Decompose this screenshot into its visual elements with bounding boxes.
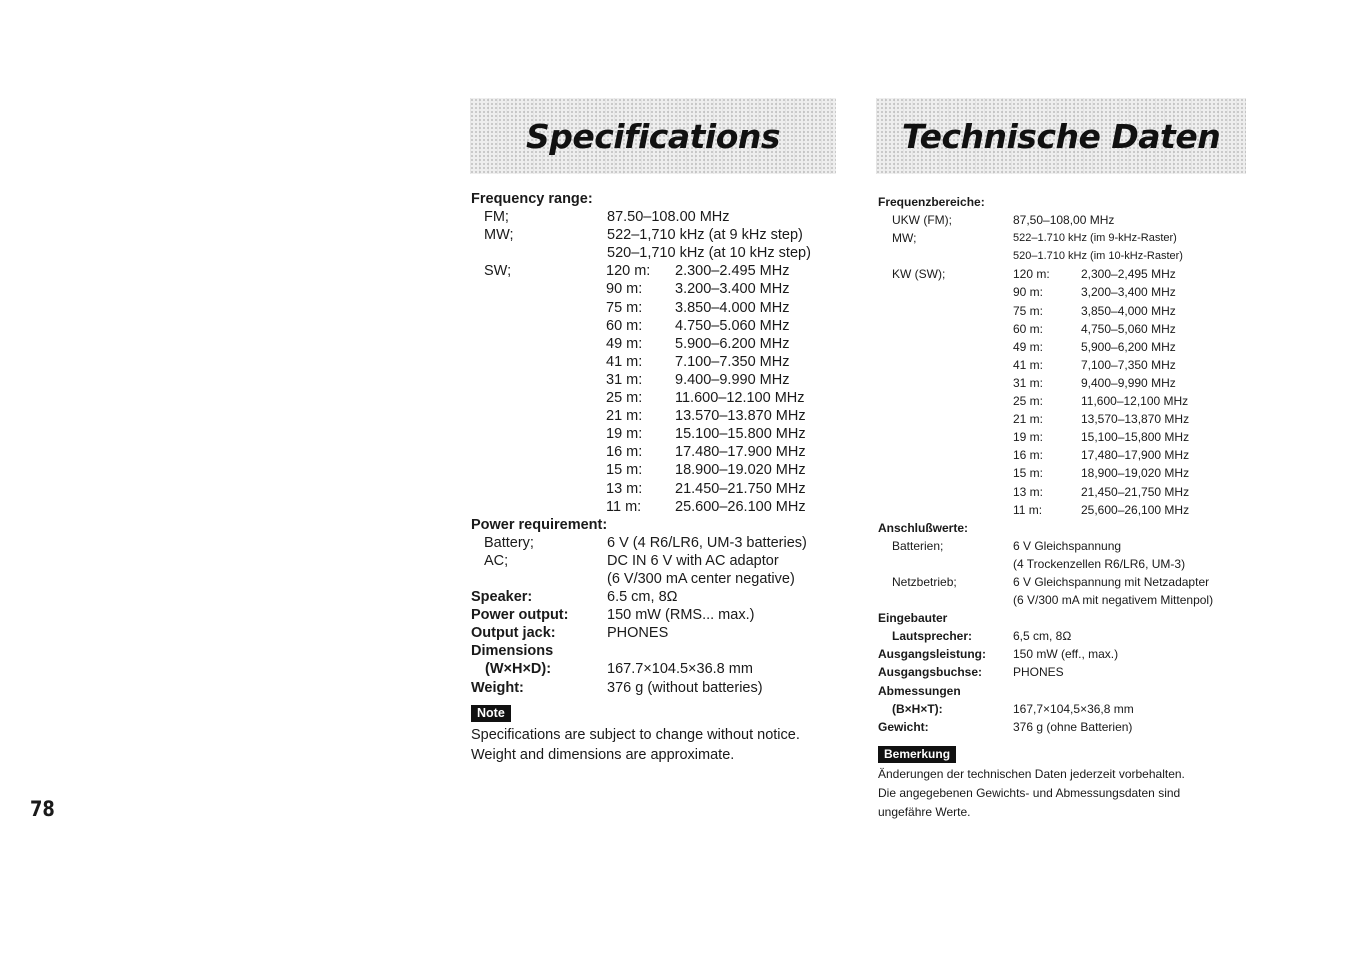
sw-band-frequency: 2.300–2.495 MHz	[675, 263, 790, 280]
abmessungen-value: 167,7×104,5×36,8 mm	[1013, 701, 1134, 716]
netzbetrieb-label: Netzbetrieb;	[892, 574, 957, 589]
batterien-value: 6 V Gleichspannung	[1013, 538, 1122, 553]
sw-band-frequency: 21,450–21,750 MHz	[1081, 484, 1190, 499]
technische-daten-title: Technische Daten	[901, 117, 1221, 156]
sw-band-meter: 41 m:	[1013, 357, 1044, 372]
batterien-row-2	[878, 555, 1258, 573]
ausgangsbuchse-row	[878, 663, 1258, 681]
sw-band-row	[878, 265, 1258, 283]
sw-band-frequency: 3.850–4.000 MHz	[675, 299, 790, 316]
sw-band-frequency: 18,900–19,020 MHz	[1081, 466, 1190, 481]
abmessungen-sub-label: (B×H×T):	[892, 701, 943, 716]
lautsprecher-value: 6,5 cm, 8Ω	[1013, 629, 1072, 644]
lautsprecher-row	[878, 627, 1258, 645]
dimensions-label: Dimensions	[471, 643, 554, 660]
sw-band-meter: 13 m:	[606, 480, 643, 497]
weight-value: 376 g (without batteries)	[607, 679, 763, 696]
sw-band-frequency: 5.900–6.200 MHz	[675, 335, 790, 352]
sw-band-row	[471, 480, 851, 498]
sw-band-row	[471, 371, 851, 389]
sw-band-meter: 15 m:	[606, 462, 643, 479]
sw-band-row	[471, 443, 851, 461]
gewicht-value: 376 g (ohne Batterien)	[1013, 719, 1133, 734]
sw-band-row	[471, 299, 851, 317]
note-badge: Note	[471, 705, 511, 722]
note-line: Specifications are subject to change without notice.	[471, 726, 800, 743]
ukw-row	[878, 211, 1258, 229]
ac-value: DC IN 6 V with AC adaptor	[607, 552, 779, 569]
sw-band-meter: 25 m:	[1013, 394, 1044, 409]
mw-label: MW;	[484, 227, 514, 244]
sw-band-frequency: 25.600–26.100 MHz	[675, 498, 806, 515]
speaker-row	[471, 588, 851, 606]
frequenzbereiche-heading: Frequenzbereiche:	[878, 195, 985, 209]
sw-band-meter: 11 m:	[606, 498, 642, 515]
ausgangsleistung-row	[878, 645, 1258, 663]
frequency-range-heading: Frequency range:	[471, 191, 593, 207]
sw-band-frequency: 7.100–7.350 MHz	[675, 353, 790, 370]
power-output-label: Power output:	[471, 607, 569, 624]
mw-row-de-2	[878, 247, 1258, 265]
netzbetrieb-row-2	[878, 591, 1258, 609]
lautsprecher-label: Lautsprecher:	[892, 629, 973, 644]
note-line: Änderungen der technischen Daten jederzeit vorbehalten.	[878, 766, 1185, 781]
speaker-label: Speaker:	[471, 589, 533, 606]
mw-label-de: MW;	[892, 231, 917, 246]
mw-row-2	[471, 244, 851, 262]
sw-band-meter: 120 m:	[1013, 267, 1050, 282]
sw-band-row	[471, 280, 851, 298]
ac-value-detail: (6 V/300 mA center negative)	[607, 570, 795, 587]
mw-row	[471, 226, 851, 244]
sw-band-frequency: 3,200–3,400 MHz	[1081, 285, 1176, 300]
output-jack-row	[471, 624, 851, 642]
sw-band-row	[471, 407, 851, 425]
sw-band-row	[471, 335, 851, 353]
ukw-value: 87,50–108,00 MHz	[1013, 213, 1115, 228]
eingebauter-label: Eingebauter	[878, 611, 948, 626]
sw-band-row	[471, 461, 851, 479]
weight-label: Weight:	[471, 679, 524, 696]
mw-value-9khz: 522–1,710 kHz (at 9 kHz step)	[607, 227, 803, 244]
sw-band-frequency: 3.200–3.400 MHz	[675, 281, 790, 298]
sw-band-frequency: 17,480–17,900 MHz	[1081, 448, 1190, 463]
sw-band-row	[878, 302, 1258, 320]
specifications-banner	[470, 98, 836, 174]
sw-band-row	[471, 389, 851, 407]
batterien-label: Batterien;	[892, 538, 944, 553]
sw-band-meter: 19 m:	[606, 426, 643, 443]
sw-band-row	[878, 464, 1258, 482]
technische-daten-german	[878, 193, 1258, 822]
ac-row	[471, 552, 851, 570]
output-jack-label: Output jack:	[471, 625, 556, 642]
sw-band-frequency: 4,750–5,060 MHz	[1081, 321, 1176, 336]
battery-label: Battery;	[484, 534, 534, 551]
note-line: ungefähre Werte.	[878, 804, 971, 819]
sw-band-meter: 31 m:	[606, 371, 643, 388]
sw-band-meter: 31 m:	[1013, 375, 1044, 390]
battery-value: 6 V (4 R6/LR6, UM-3 batteries)	[607, 534, 807, 551]
sw-band-meter: 60 m:	[606, 317, 643, 334]
mw-row-de	[878, 229, 1258, 247]
sw-band-row	[471, 353, 851, 371]
sw-band-frequency: 7,100–7,350 MHz	[1081, 357, 1176, 372]
note-text	[471, 725, 851, 765]
sw-band-row	[878, 410, 1258, 428]
sw-band-meter: 16 m:	[1013, 448, 1044, 463]
sw-band-meter: 13 m:	[1013, 484, 1044, 499]
page-number: 78	[30, 797, 55, 821]
sw-band-frequency: 11.600–12.100 MHz	[675, 390, 805, 407]
sw-band-meter: 120 m:	[606, 263, 651, 280]
sw-band-frequency: 11,600–12,100 MHz	[1081, 394, 1189, 409]
sw-band-frequency: 5,900–6,200 MHz	[1081, 339, 1176, 354]
sw-band-frequency: 3,850–4,000 MHz	[1081, 303, 1176, 318]
sw-band-meter: 75 m:	[606, 299, 643, 316]
netzbetrieb-value-detail: (6 V/300 mA mit negativem Mittenpol)	[1013, 593, 1214, 608]
note-line: Die angegebenen Gewichts- und Abmessungsdaten sind	[878, 785, 1181, 800]
sw-band-row	[878, 446, 1258, 464]
fm-value: 87.50–108.00 MHz	[607, 209, 730, 226]
sw-band-meter: 25 m:	[606, 390, 643, 407]
sw-band-meter: 16 m:	[606, 444, 643, 461]
mw-value-9khz-de: 522–1.710 kHz (im 9-kHz-Raster)	[1013, 232, 1177, 245]
ausgangsleistung-label: Ausgangsleistung:	[878, 647, 987, 662]
power-requirement-heading: Power requirement:	[471, 516, 608, 533]
power-output-value: 150 mW (RMS... max.)	[607, 607, 755, 624]
technische-daten-banner	[876, 98, 1246, 174]
batterien-row	[878, 537, 1258, 555]
sw-band-frequency: 21.450–21.750 MHz	[675, 480, 806, 497]
ukw-label: UKW (FM);	[892, 213, 952, 228]
ausgangsleistung-value: 150 mW (eff., max.)	[1013, 647, 1119, 662]
power-output-row	[471, 606, 851, 624]
speaker-value: 6.5 cm, 8Ω	[607, 589, 678, 606]
sw-band-row	[471, 498, 851, 516]
sw-band-meter: 49 m:	[1013, 339, 1044, 354]
sw-band-meter: 75 m:	[1013, 303, 1044, 318]
batterien-value-detail: (4 Trockenzellen R6/LR6, UM-3)	[1013, 556, 1186, 571]
sw-band-meter: 60 m:	[1013, 321, 1044, 336]
sw-band-row	[878, 320, 1258, 338]
sw-band-meter: 49 m:	[606, 335, 643, 352]
ausgangsbuchse-label: Ausgangsbuchse:	[878, 665, 983, 680]
sw-band-row	[878, 501, 1258, 519]
sw-band-frequency: 2,300–2,495 MHz	[1081, 267, 1176, 282]
sw-band-row	[878, 338, 1258, 356]
sw-band-row	[878, 483, 1258, 501]
bemerkung-badge: Bemerkung	[878, 746, 956, 763]
sw-band-meter: 21 m:	[1013, 412, 1044, 427]
kw-label: KW (SW);	[892, 267, 946, 282]
dimensions-value: 167.7×104.5×36.8 mm	[607, 661, 753, 678]
sw-band-meter: 15 m:	[1013, 466, 1044, 481]
output-jack-value: PHONES	[607, 625, 669, 642]
specifications-english	[471, 190, 851, 765]
bemerkung-text	[878, 765, 1258, 822]
sw-band-frequency: 13,570–13,870 MHz	[1081, 412, 1190, 427]
sw-band-list	[471, 262, 851, 515]
weight-row	[471, 679, 851, 697]
sw-band-meter: 11 m:	[1013, 502, 1043, 517]
mw-value-10khz-de: 520–1.710 kHz (im 10-kHz-Raster)	[1013, 250, 1183, 263]
abmessungen-row	[878, 700, 1258, 718]
netzbetrieb-row	[878, 573, 1258, 591]
sw-band-row	[878, 283, 1258, 301]
sw-band-meter: 21 m:	[606, 408, 643, 425]
sw-band-frequency: 13.570–13.870 MHz	[675, 408, 806, 425]
abmessungen-label: Abmessungen	[878, 683, 961, 698]
sw-band-row	[471, 262, 851, 280]
sw-band-row	[878, 392, 1258, 410]
ac-row-2	[471, 570, 851, 588]
sw-band-row	[471, 317, 851, 335]
fm-row	[471, 208, 851, 226]
sw-band-frequency: 17.480–17.900 MHz	[675, 444, 806, 461]
sw-band-frequency: 9.400–9.990 MHz	[675, 371, 790, 388]
sw-band-frequency: 15.100–15.800 MHz	[675, 426, 806, 443]
fm-label: FM;	[484, 209, 509, 226]
sw-band-frequency: 4.750–5.060 MHz	[675, 317, 790, 334]
kw-band-list	[878, 265, 1258, 518]
sw-band-frequency: 15,100–15,800 MHz	[1081, 430, 1190, 445]
sw-band-frequency: 9,400–9,990 MHz	[1081, 375, 1176, 390]
sw-band-meter: 90 m:	[1013, 285, 1044, 300]
netzbetrieb-value: 6 V Gleichspannung mit Netzadapter	[1013, 574, 1210, 589]
sw-band-meter: 41 m:	[606, 353, 643, 370]
sw-band-row	[878, 356, 1258, 374]
ausgangsbuchse-value: PHONES	[1013, 665, 1064, 680]
note-line: Weight and dimensions are approximate.	[471, 746, 735, 763]
battery-row	[471, 534, 851, 552]
gewicht-label: Gewicht:	[878, 719, 929, 734]
dimensions-sub-label: (W×H×D):	[485, 661, 552, 678]
mw-value-10khz: 520–1,710 kHz (at 10 kHz step)	[607, 245, 811, 262]
sw-band-meter: 90 m:	[606, 281, 643, 298]
ac-label: AC;	[484, 552, 509, 569]
sw-band-meter: 19 m:	[1013, 430, 1044, 445]
anschlusswerte-heading: Anschlußwerte:	[878, 520, 969, 535]
sw-band-frequency: 25,600–26,100 MHz	[1081, 502, 1190, 517]
sw-band-row	[878, 428, 1258, 446]
sw-label: SW;	[484, 263, 512, 280]
sw-band-frequency: 18.900–19.020 MHz	[675, 462, 806, 479]
dimensions-row	[471, 660, 851, 678]
gewicht-row	[878, 718, 1258, 736]
sw-band-row	[471, 425, 851, 443]
specifications-title: Specifications	[525, 117, 781, 156]
sw-band-row	[878, 374, 1258, 392]
